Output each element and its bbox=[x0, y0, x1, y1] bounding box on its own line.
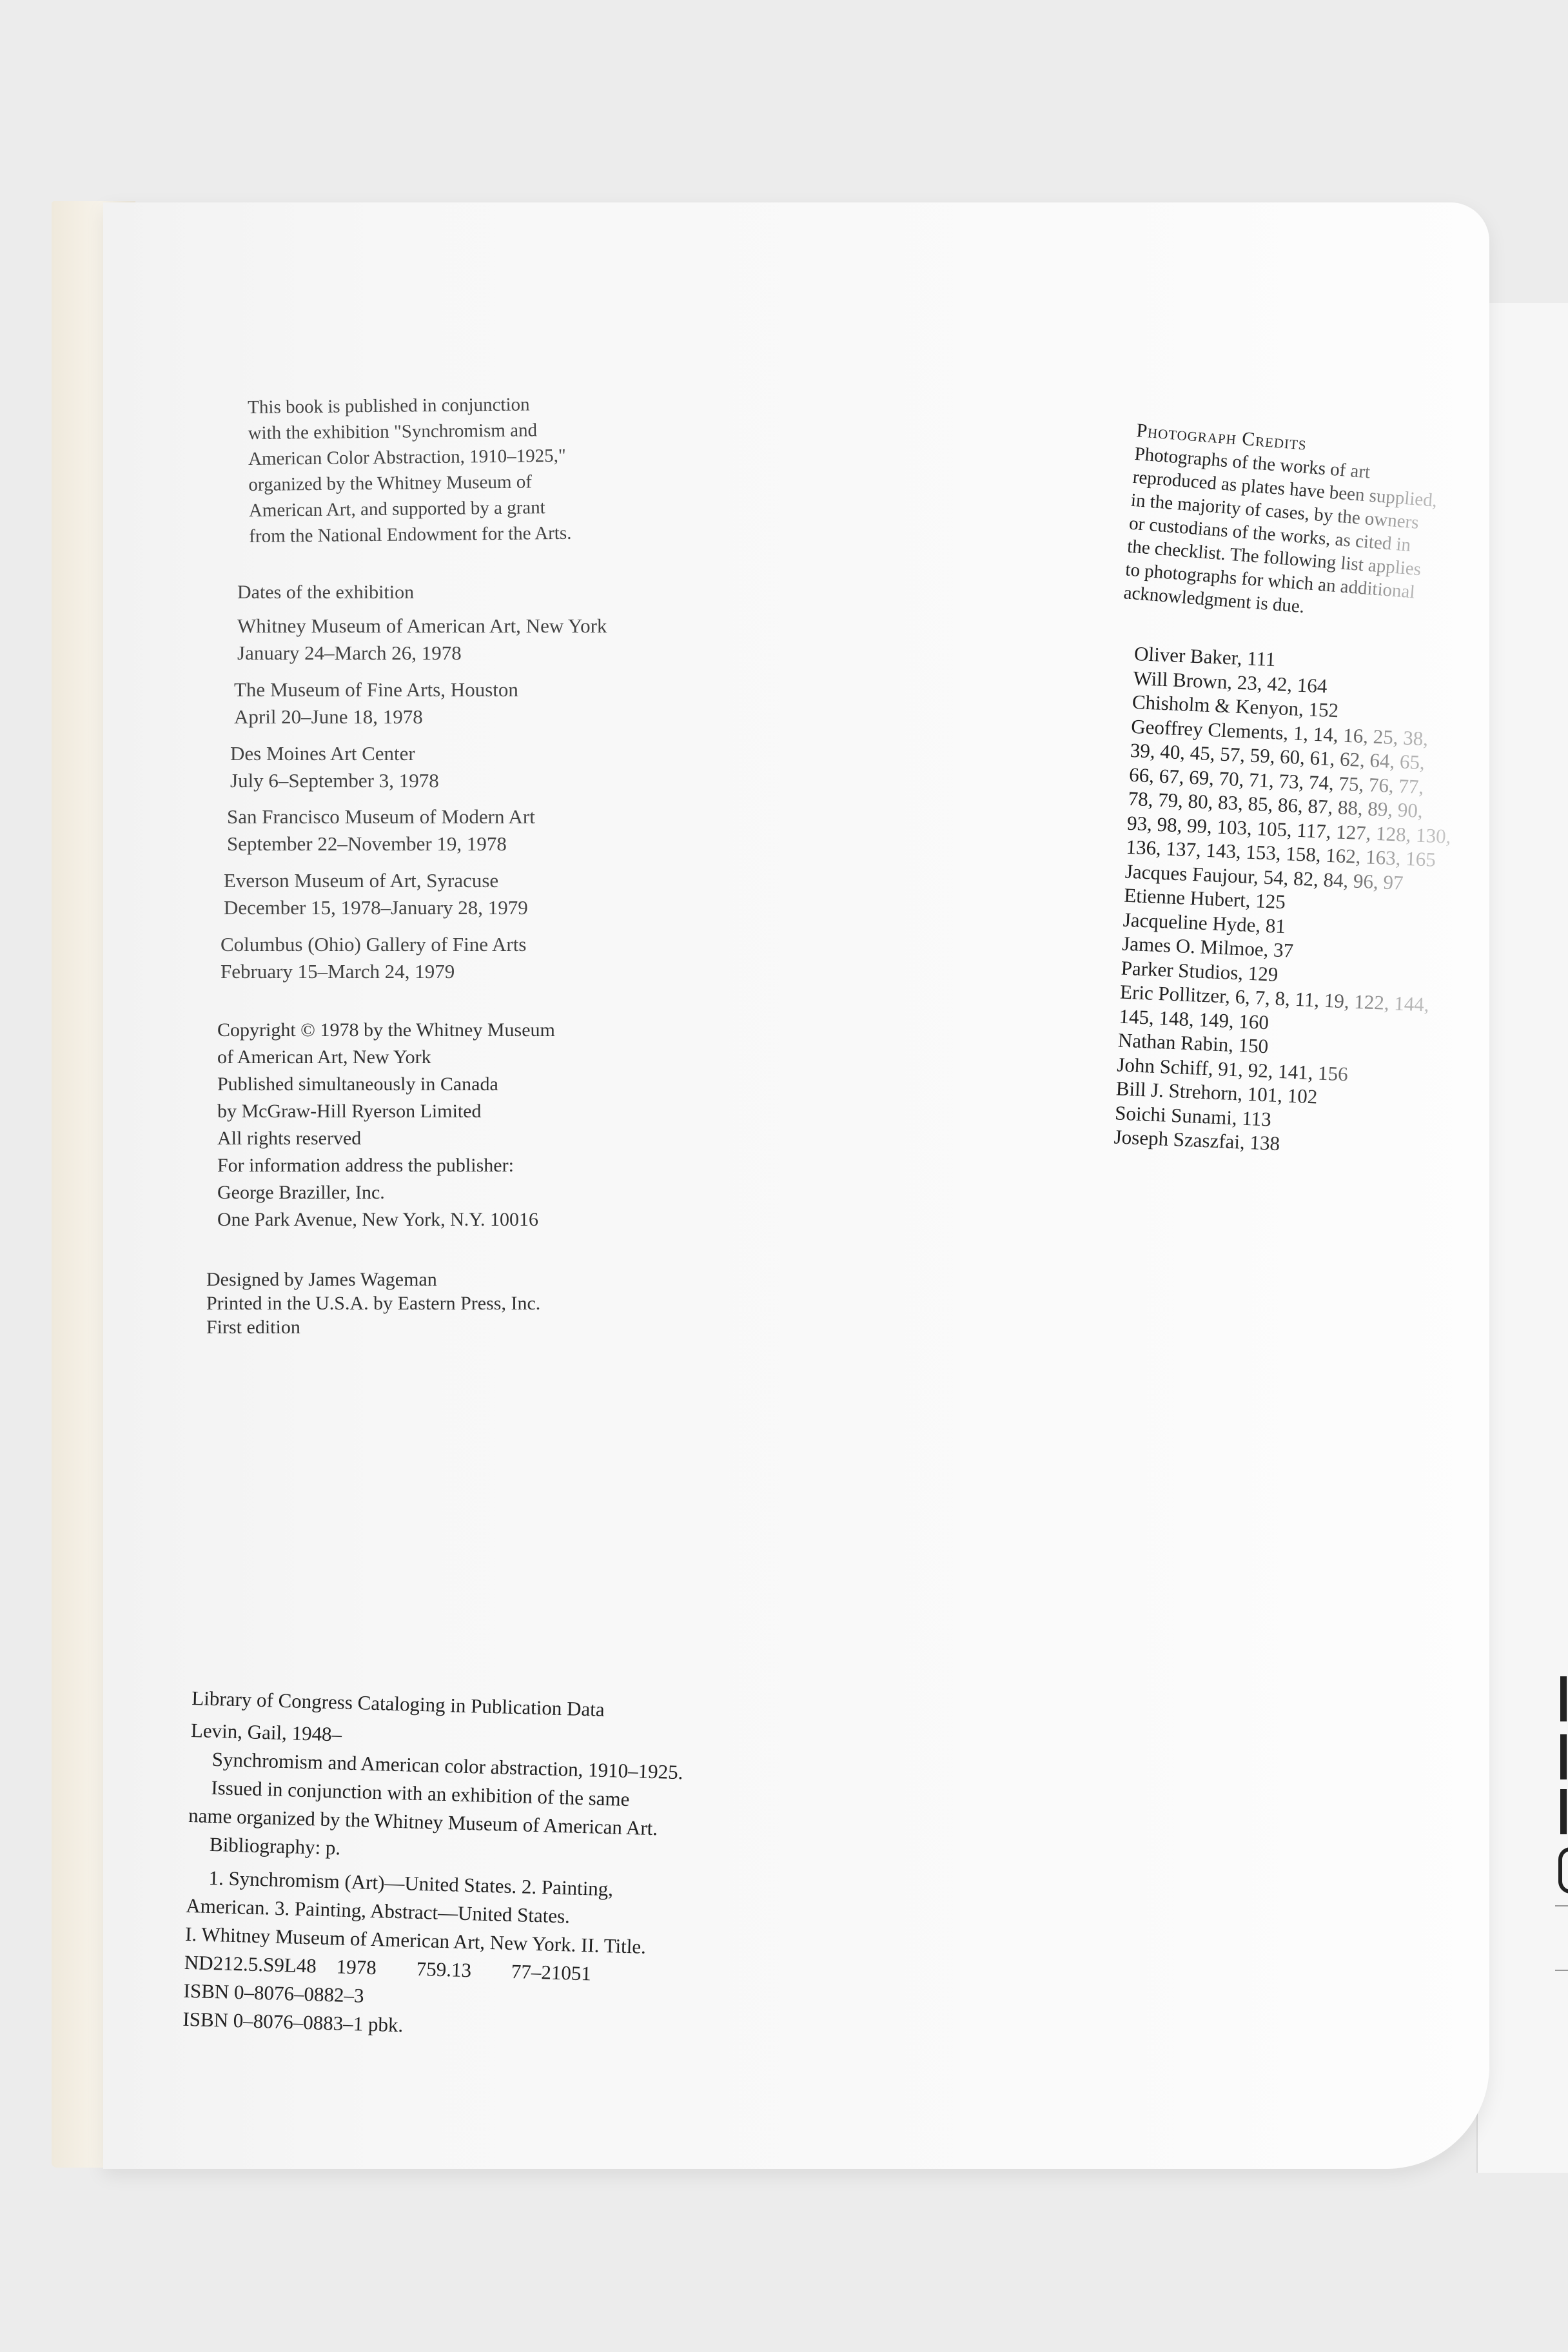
rule-line bbox=[1555, 1970, 1568, 1971]
venue bbox=[237, 612, 607, 667]
cataloging-line: Bibliography: p. bbox=[209, 1832, 341, 1859]
copyright-line: of American Art, New York bbox=[217, 1046, 431, 1068]
cataloging-line: 1. Synchromism (Art)—United States. 2. Painting, bbox=[208, 1866, 614, 1901]
cataloging-line: Levin, Gail, 1948– bbox=[190, 1718, 342, 1746]
credit-entry: Oliver Baker, 111 bbox=[1133, 642, 1277, 671]
credit-entry: Chisholm & Kenyon, 152 bbox=[1132, 690, 1339, 722]
cataloging-heading: Library of Congress Cataloging in Publication Data bbox=[191, 1686, 605, 1721]
copyright-line: George Braziller, Inc. bbox=[217, 1182, 385, 1203]
copyright-block bbox=[217, 1017, 555, 1233]
cataloging-line: Issued in conjunction with an exhibition of the same bbox=[211, 1776, 630, 1811]
credit-entry: Etienne Hubert, 125 bbox=[1123, 883, 1286, 914]
partial-letter bbox=[1560, 1734, 1567, 1779]
copyright-line: by McGraw-Hill Ryerson Limited bbox=[217, 1101, 482, 1122]
cataloging-line: ISBN 0–8076–0883–1 pbk. bbox=[182, 2007, 404, 2037]
rule-line bbox=[1555, 1905, 1568, 1906]
venue-name: San Francisco Museum of Modern Art bbox=[227, 805, 535, 828]
credit-entry: 39, 40, 45, 57, 59, 60, 61, 62, 64, 65, bbox=[1130, 738, 1426, 774]
venue-dates: December 15, 1978–January 28, 1979 bbox=[224, 896, 528, 919]
venue-dates: April 20–June 18, 1978 bbox=[234, 705, 423, 728]
copyright-line: One Park Avenue, New York, N.Y. 10016 bbox=[217, 1209, 539, 1230]
cataloging-line: name organized by the Whitney Museum of American Art. bbox=[188, 1803, 658, 1840]
venue-name: Whitney Museum of American Art, New York bbox=[237, 614, 607, 637]
credits-description-line: to photographs for which an additional bbox=[1124, 559, 1416, 603]
credit-entry: Will Brown, 23, 42, 164 bbox=[1132, 666, 1328, 698]
venue bbox=[230, 740, 439, 794]
credit-entry: 145, 148, 149, 160 bbox=[1118, 1004, 1269, 1034]
intro-line: American Color Abstraction, 1910–1925," bbox=[248, 445, 566, 469]
copyright-line: Copyright © 1978 by the Whitney Museum bbox=[217, 1019, 555, 1041]
credit-entry: 78, 79, 80, 83, 85, 86, 87, 88, 89, 90, bbox=[1128, 787, 1424, 822]
intro-paragraph bbox=[248, 391, 572, 549]
cataloging-line: ISBN 0–8076–0882–3 bbox=[183, 1979, 364, 2007]
credit-entry: Nathan Rabin, 150 bbox=[1117, 1028, 1269, 1058]
credit-entry: Eric Pollitzer, 6, 7, 8, 11, 19, 122, 144, bbox=[1119, 980, 1430, 1016]
credit-entry: 136, 137, 143, 153, 158, 162, 163, 165 bbox=[1125, 835, 1436, 871]
design-line: Printed in the U.S.A. by Eastern Press, Inc. bbox=[206, 1293, 541, 1314]
photo-credits-list bbox=[1113, 642, 1458, 1162]
intro-line: American Art, and supported by a grant bbox=[248, 497, 545, 521]
credits-description-line: the checklist. The following list applies bbox=[1126, 536, 1422, 580]
copyright-line: For information address the publisher: bbox=[217, 1155, 514, 1176]
copyright-line: All rights reserved bbox=[217, 1128, 362, 1149]
adjacent-page bbox=[1476, 303, 1568, 2173]
partial-letter bbox=[1560, 1789, 1567, 1834]
credit-entry: Bill J. Strehorn, 101, 102 bbox=[1115, 1077, 1318, 1108]
credit-entry: Parker Studios, 129 bbox=[1121, 956, 1279, 986]
venue-dates: September 22–November 19, 1978 bbox=[227, 832, 507, 855]
venue bbox=[227, 803, 535, 858]
intro-line: organized by the Whitney Museum of bbox=[248, 471, 533, 495]
credit-entry: John Schiff, 91, 92, 141, 156 bbox=[1116, 1052, 1349, 1085]
cataloging-line: American. 3. Painting, Abstract—United States. bbox=[185, 1894, 571, 1928]
venue-name: Des Moines Art Center bbox=[230, 742, 415, 765]
credits-description-line: or custodians of the works, as cited in bbox=[1128, 513, 1412, 556]
credit-entry: Joseph Szaszfai, 138 bbox=[1113, 1125, 1280, 1155]
venue bbox=[224, 867, 528, 921]
venue bbox=[234, 676, 518, 730]
credit-entry: James O. Milmoe, 37 bbox=[1121, 932, 1294, 962]
credits-description-line: reproduced as plates have been supplied, bbox=[1132, 466, 1438, 511]
venue-name: Columbus (Ohio) Gallery of Fine Arts bbox=[220, 933, 527, 956]
venue-name: The Museum of Fine Arts, Houston bbox=[234, 678, 518, 701]
venue-dates: July 6–September 3, 1978 bbox=[230, 769, 439, 792]
credit-entry: Soichi Sunami, 113 bbox=[1114, 1101, 1272, 1131]
credits-description-line: in the majority of cases, by the owners bbox=[1130, 489, 1420, 533]
dates-heading: Dates of the exhibition bbox=[237, 582, 415, 603]
credit-entry: Jacques Faujour, 54, 82, 84, 96, 97 bbox=[1124, 859, 1404, 894]
credit-entry: 66, 67, 69, 70, 71, 73, 74, 75, 76, 77, bbox=[1128, 763, 1424, 798]
design-line: Designed by James Wageman bbox=[206, 1269, 437, 1290]
copyright-line: Published simultaneously in Canada bbox=[217, 1073, 498, 1095]
intro-line: with the exhibition "Synchromism and bbox=[248, 420, 538, 444]
credits-description-line: acknowledgment is due. bbox=[1122, 582, 1306, 618]
cataloging-line: ND212.5.S9L48 1978 759.13 77–21051 bbox=[184, 1950, 592, 1985]
photo-credits-heading: Photograph Credits bbox=[1135, 419, 1308, 455]
credits-description-line: Photographs of the works of art bbox=[1133, 443, 1371, 483]
partial-letter bbox=[1560, 1676, 1567, 1721]
credit-entry: Geoffrey Clements, 1, 14, 16, 25, 38, bbox=[1130, 714, 1429, 750]
cataloging-data bbox=[182, 1684, 685, 2047]
credit-entry: Jacqueline Hyde, 81 bbox=[1122, 908, 1286, 937]
venue-dates: January 24–March 26, 1978 bbox=[237, 642, 462, 664]
cataloging-line: Synchromism and American color abstraction, 1910–1925. bbox=[211, 1747, 683, 1784]
cataloging-line: I. Whitney Museum of American Art, New York. II. Title. bbox=[184, 1922, 647, 1958]
intro-line: This book is published in conjunction bbox=[248, 394, 530, 418]
venue-name: Everson Museum of Art, Syracuse bbox=[224, 869, 499, 892]
venue-dates: February 15–March 24, 1979 bbox=[220, 960, 455, 983]
photo-credits-intro bbox=[1122, 419, 1442, 628]
design-line: First edition bbox=[206, 1317, 300, 1338]
design-credits bbox=[206, 1268, 540, 1339]
credit-entry: 93, 98, 99, 103, 105, 117, 127, 128, 130, bbox=[1126, 811, 1452, 848]
partial-letter bbox=[1558, 1847, 1568, 1894]
venue bbox=[220, 931, 526, 985]
intro-line: from the National Endowment for the Arts. bbox=[249, 522, 572, 547]
